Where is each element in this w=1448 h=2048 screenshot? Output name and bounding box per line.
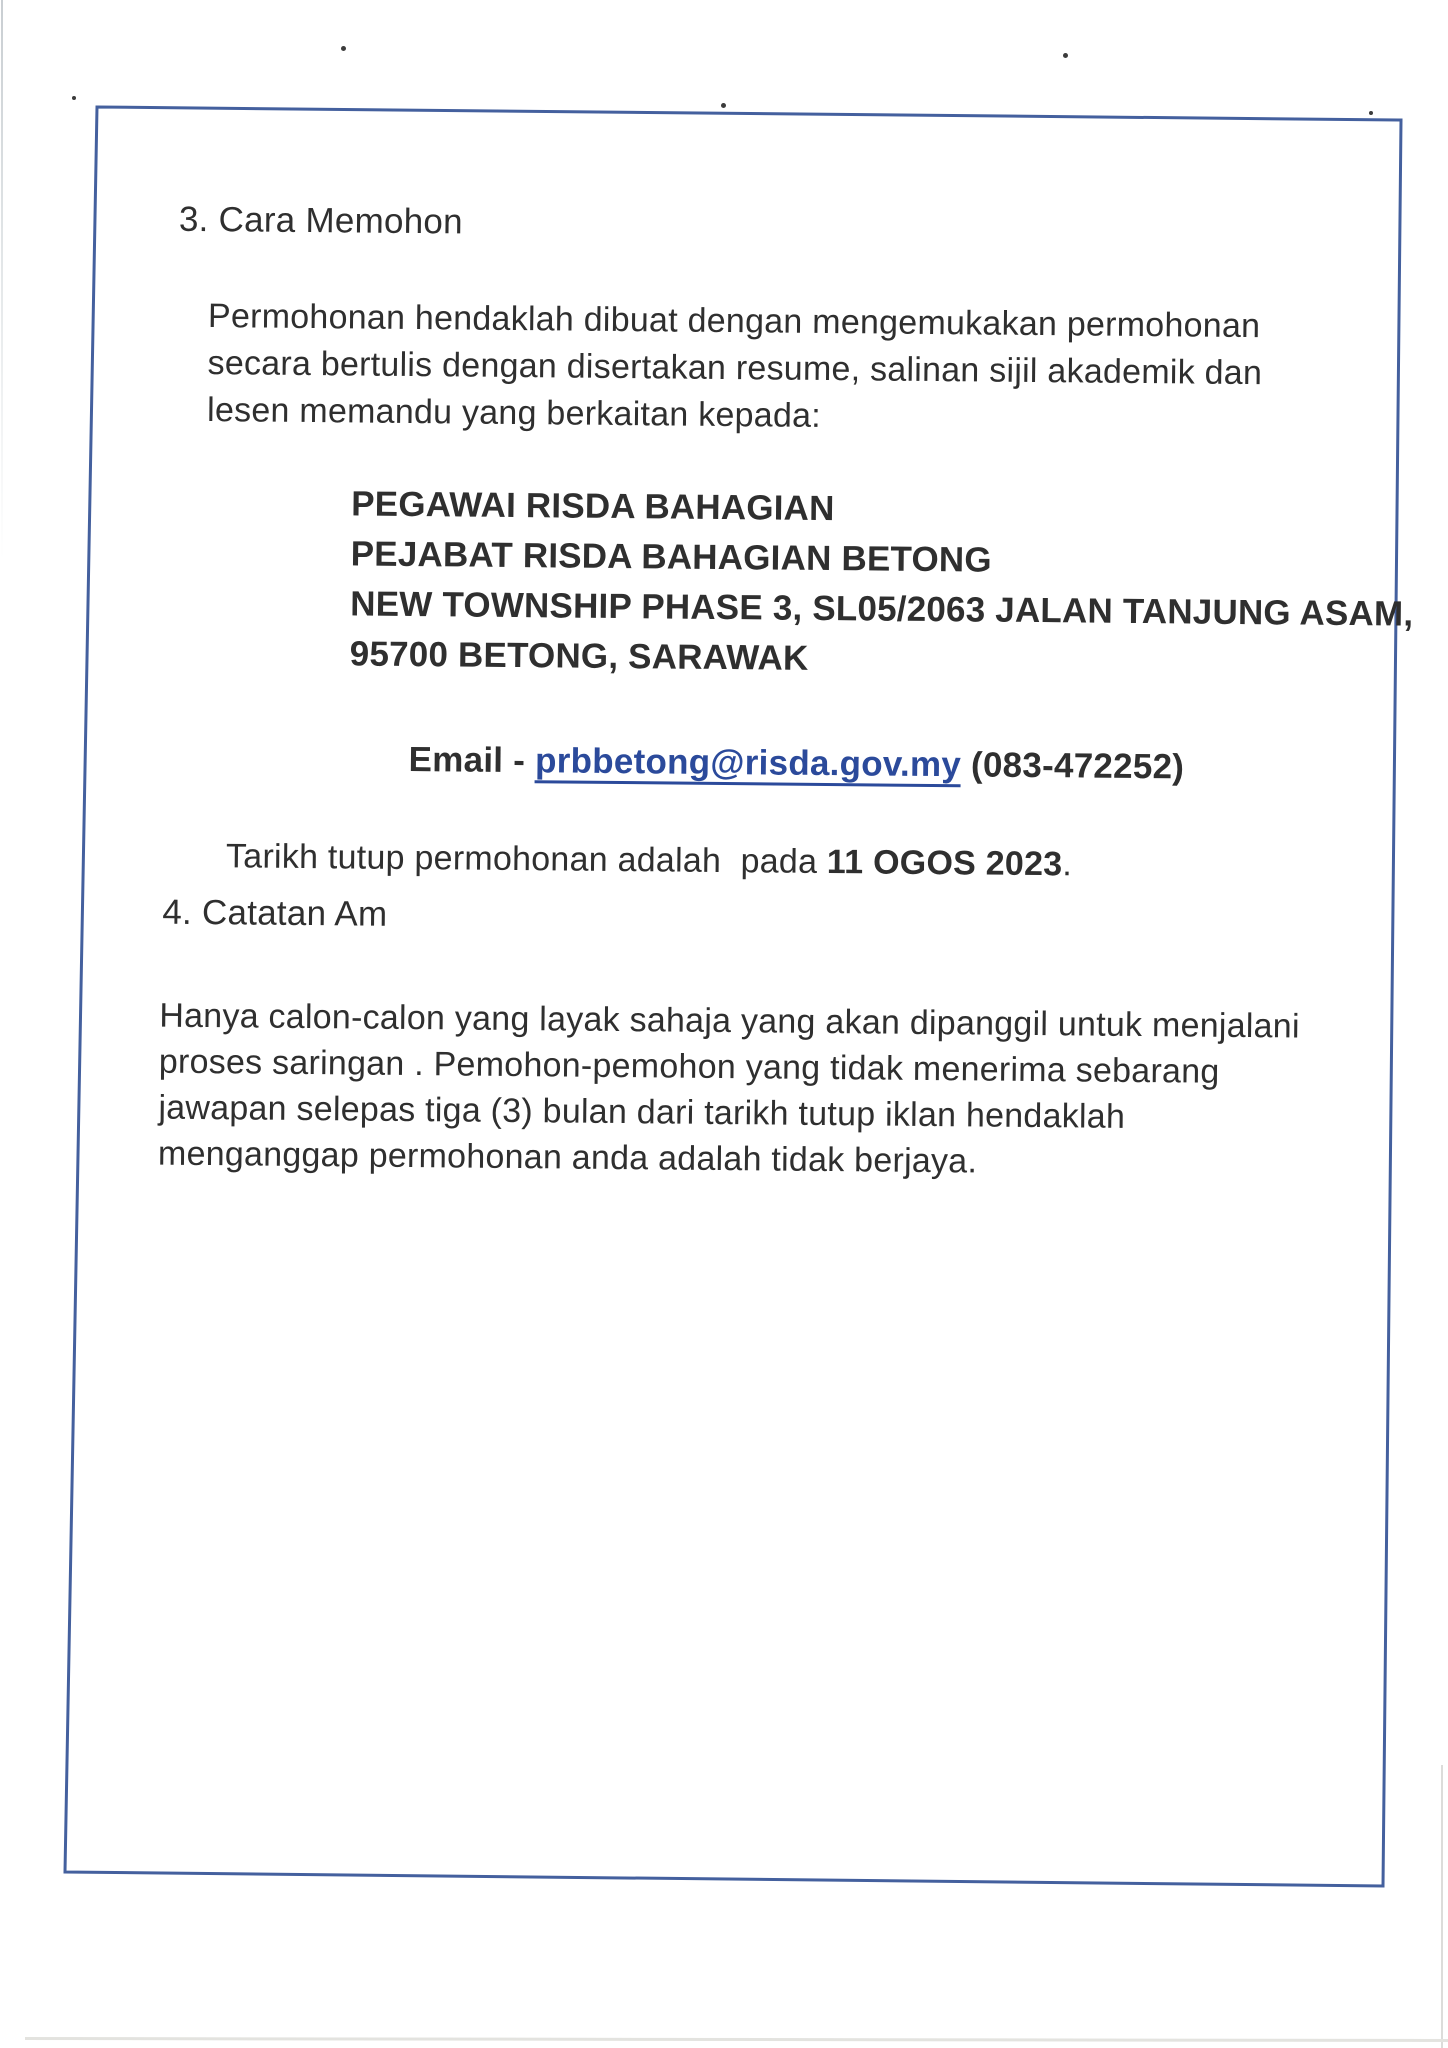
closing-date-suffix: .: [1062, 845, 1073, 884]
phone-number: (083-472252): [960, 745, 1185, 787]
closing-date-prefix: Tarikh tutup permohonan adalah pada: [225, 837, 828, 882]
postal-address-block: PEGAWAI RISDA BAHAGIAN PEJABAT RISDA BAHAGIAN BETONG NEW TOWNSHIP PHASE 3, SL05/2063 JALAN TANJUNG ASAM, 95700 BETONG, SARAWAK: [349, 484, 1414, 678]
section-4-heading: 4. Catatan Am: [162, 892, 388, 934]
scanner-edge-artifact-right: [1441, 1765, 1443, 2048]
section-3-heading: 3. Cara Memohon: [178, 199, 464, 242]
email-link[interactable]: prbbetong@risda.gov.my: [535, 741, 961, 787]
general-notes-paragraph: Hanya calon-calon yang layak sahaja yang akan dipanggil untuk menjalani proses saringan . Pemohon-pemohon yang tidak menerima sebarang jawapan selepas tiga (3) bulan dari tarikh tutup iklan hendaklah menganggap permohonan anda adalah tidak berjaya.: [157, 996, 1300, 1181]
email-label: Email -: [408, 739, 536, 781]
closing-date: 11 OGOS 2023: [826, 843, 1063, 884]
application-instructions-paragraph: Permohonan hendaklah dibuat dengan mengemukakan permohonan secara bertulis dengan disertakan resume, salinan sijil akademik dan lesen memandu yang berkaitan kepada:: [206, 297, 1263, 435]
